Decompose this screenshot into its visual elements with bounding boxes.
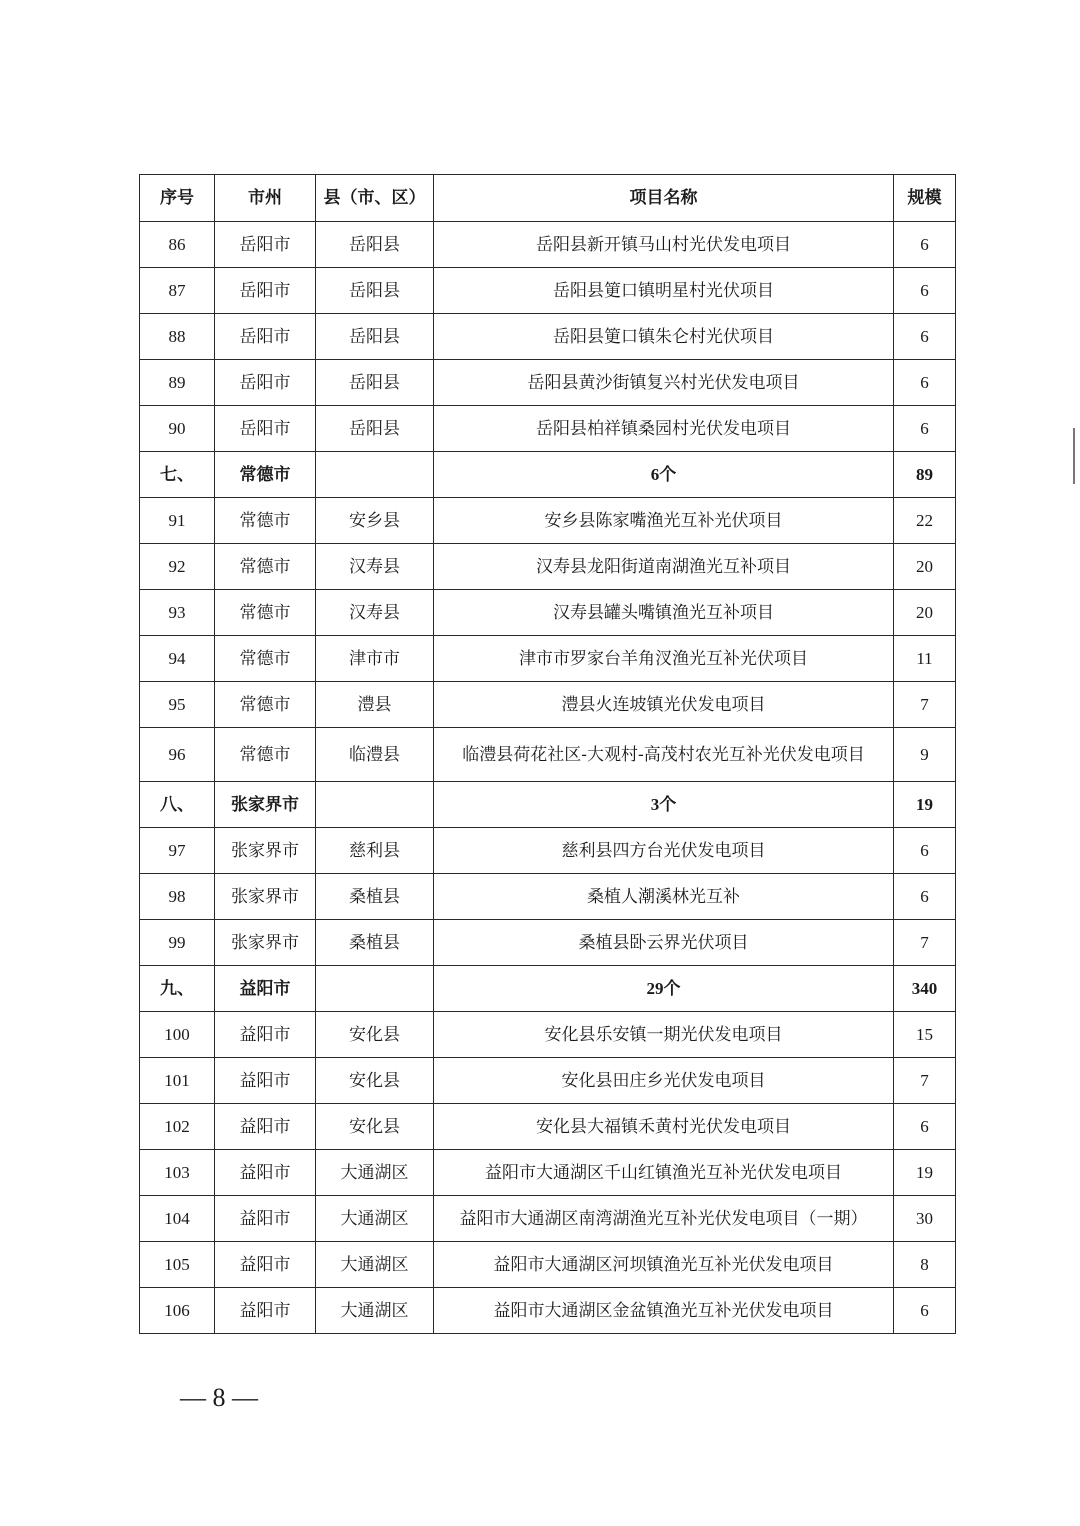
cell-county: 岳阳县 [316,406,434,452]
table-body [140,222,956,1334]
cell-scale: 6 [894,406,956,452]
table-row [140,1150,956,1196]
cell-county: 安化县 [316,1012,434,1058]
cell-seq: 七、 [140,452,215,498]
table-row [140,544,956,590]
table-group-row [140,782,956,828]
cell-project-name: 岳阳县黄沙街镇复兴村光伏发电项目 [434,360,894,406]
cell-seq: 86 [140,222,215,268]
cell-seq: 87 [140,268,215,314]
cell-scale: 6 [894,314,956,360]
cell-project-name: 安化县田庄乡光伏发电项目 [434,1058,894,1104]
cell-city: 张家界市 [215,828,316,874]
cell-city: 岳阳市 [215,314,316,360]
cell-project-name: 益阳市大通湖区金盆镇渔光互补光伏发电项目 [434,1288,894,1334]
cell-scale: 19 [894,782,956,828]
cell-city: 常德市 [215,544,316,590]
table-row [140,268,956,314]
cell-city: 益阳市 [215,1242,316,1288]
cell-project-name: 慈利县四方台光伏发电项目 [434,828,894,874]
cell-city: 常德市 [215,452,316,498]
cell-scale: 11 [894,636,956,682]
cell-project-name: 安化县大福镇禾黄村光伏发电项目 [434,1104,894,1150]
cell-county: 汉寿县 [316,544,434,590]
cell-county: 澧县 [316,682,434,728]
table-header-row [140,175,956,222]
cell-project-name: 汉寿县龙阳街道南湖渔光互补项目 [434,544,894,590]
cell-seq: 89 [140,360,215,406]
cell-city: 常德市 [215,498,316,544]
cell-scale: 7 [894,920,956,966]
cell-city: 益阳市 [215,1150,316,1196]
cell-seq: 92 [140,544,215,590]
cell-project-name: 临澧县荷花社区-大观村-高茂村农光互补光伏发电项目 [434,728,894,782]
cell-scale: 340 [894,966,956,1012]
cell-county: 岳阳县 [316,222,434,268]
cell-city: 益阳市 [215,1012,316,1058]
cell-county: 岳阳县 [316,360,434,406]
cell-project-name: 桑植县卧云界光伏项目 [434,920,894,966]
cell-seq: 106 [140,1288,215,1334]
table-row [140,636,956,682]
cell-seq: 94 [140,636,215,682]
cell-scale: 9 [894,728,956,782]
cell-scale: 89 [894,452,956,498]
cell-scale: 6 [894,874,956,920]
cell-city: 岳阳市 [215,268,316,314]
cell-seq: 91 [140,498,215,544]
cell-seq: 104 [140,1196,215,1242]
table-row [140,874,956,920]
header-project-name: 项目名称 [434,175,894,222]
table-row [140,590,956,636]
cell-project-name: 岳阳县筻口镇朱仑村光伏项目 [434,314,894,360]
cell-seq: 96 [140,728,215,782]
header-scale: 规模 [894,175,956,222]
table-row [140,920,956,966]
cell-county [316,452,434,498]
cell-county: 大通湖区 [316,1242,434,1288]
cell-project-name: 汉寿县罐头嘴镇渔光互补项目 [434,590,894,636]
cell-county: 桑植县 [316,920,434,966]
cell-county: 临澧县 [316,728,434,782]
cell-county: 桑植县 [316,874,434,920]
table-row [140,1196,956,1242]
scan-edge-mark [1073,428,1075,484]
cell-scale: 8 [894,1242,956,1288]
cell-project-name: 安化县乐安镇一期光伏发电项目 [434,1012,894,1058]
table-row [140,1012,956,1058]
cell-project-name: 益阳市大通湖区河坝镇渔光互补光伏发电项目 [434,1242,894,1288]
header-seq: 序号 [140,175,215,222]
cell-city: 岳阳市 [215,406,316,452]
cell-seq: 九、 [140,966,215,1012]
cell-project-name: 岳阳县柏祥镇桑园村光伏发电项目 [434,406,894,452]
cell-seq: 98 [140,874,215,920]
table-row [140,1104,956,1150]
cell-county [316,782,434,828]
table-row [140,682,956,728]
cell-project-name: 29个 [434,966,894,1012]
cell-seq: 93 [140,590,215,636]
cell-project-name: 津市市罗家台羊角汊渔光互补光伏项目 [434,636,894,682]
cell-project-name: 岳阳县新开镇马山村光伏发电项目 [434,222,894,268]
header-county: 县（市、区） [316,175,434,222]
cell-project-name: 3个 [434,782,894,828]
cell-county: 大通湖区 [316,1288,434,1334]
page-number: — 8 — [180,1383,258,1412]
cell-seq: 90 [140,406,215,452]
table-row [140,498,956,544]
cell-project-name: 益阳市大通湖区南湾湖渔光互补光伏发电项目（一期） [434,1196,894,1242]
cell-scale: 7 [894,1058,956,1104]
cell-seq: 101 [140,1058,215,1104]
cell-scale: 15 [894,1012,956,1058]
cell-city: 常德市 [215,728,316,782]
cell-city: 益阳市 [215,1058,316,1104]
cell-scale: 6 [894,1104,956,1150]
cell-city: 岳阳市 [215,222,316,268]
table-row [140,1058,956,1104]
cell-project-name: 益阳市大通湖区千山红镇渔光互补光伏发电项目 [434,1150,894,1196]
table-row [140,406,956,452]
cell-seq: 102 [140,1104,215,1150]
project-table [139,174,956,1334]
cell-seq: 99 [140,920,215,966]
cell-scale: 20 [894,590,956,636]
cell-city: 张家界市 [215,874,316,920]
cell-seq: 103 [140,1150,215,1196]
cell-city: 常德市 [215,682,316,728]
cell-scale: 7 [894,682,956,728]
cell-city: 岳阳市 [215,360,316,406]
cell-scale: 30 [894,1196,956,1242]
cell-scale: 20 [894,544,956,590]
cell-county: 岳阳县 [316,314,434,360]
cell-county: 安化县 [316,1058,434,1104]
cell-seq: 88 [140,314,215,360]
cell-project-name: 6个 [434,452,894,498]
cell-scale: 6 [894,268,956,314]
cell-county: 津市市 [316,636,434,682]
table-group-row [140,966,956,1012]
cell-scale: 19 [894,1150,956,1196]
cell-seq: 95 [140,682,215,728]
cell-scale: 6 [894,828,956,874]
table-row [140,1242,956,1288]
table-group-row [140,452,956,498]
cell-county: 大通湖区 [316,1150,434,1196]
cell-county: 大通湖区 [316,1196,434,1242]
cell-city: 益阳市 [215,966,316,1012]
cell-scale: 6 [894,360,956,406]
cell-project-name: 澧县火连坡镇光伏发电项目 [434,682,894,728]
cell-scale: 6 [894,1288,956,1334]
table-row [140,314,956,360]
cell-city: 益阳市 [215,1288,316,1334]
cell-county: 慈利县 [316,828,434,874]
cell-project-name: 安乡县陈家嘴渔光互补光伏项目 [434,498,894,544]
cell-project-name: 桑植人潮溪林光互补 [434,874,894,920]
table-row [140,728,956,782]
cell-project-name: 岳阳县筻口镇明星村光伏项目 [434,268,894,314]
cell-seq: 97 [140,828,215,874]
cell-city: 张家界市 [215,782,316,828]
cell-scale: 6 [894,222,956,268]
cell-county [316,966,434,1012]
cell-seq: 100 [140,1012,215,1058]
cell-county: 岳阳县 [316,268,434,314]
cell-city: 益阳市 [215,1104,316,1150]
cell-county: 安乡县 [316,498,434,544]
cell-city: 益阳市 [215,1196,316,1242]
cell-city: 常德市 [215,636,316,682]
table-row [140,360,956,406]
cell-seq: 八、 [140,782,215,828]
cell-city: 常德市 [215,590,316,636]
cell-city: 张家界市 [215,920,316,966]
cell-scale: 22 [894,498,956,544]
cell-county: 汉寿县 [316,590,434,636]
cell-seq: 105 [140,1242,215,1288]
table-row [140,222,956,268]
cell-county: 安化县 [316,1104,434,1150]
header-city: 市州 [215,175,316,222]
table-row [140,1288,956,1334]
table-row [140,828,956,874]
